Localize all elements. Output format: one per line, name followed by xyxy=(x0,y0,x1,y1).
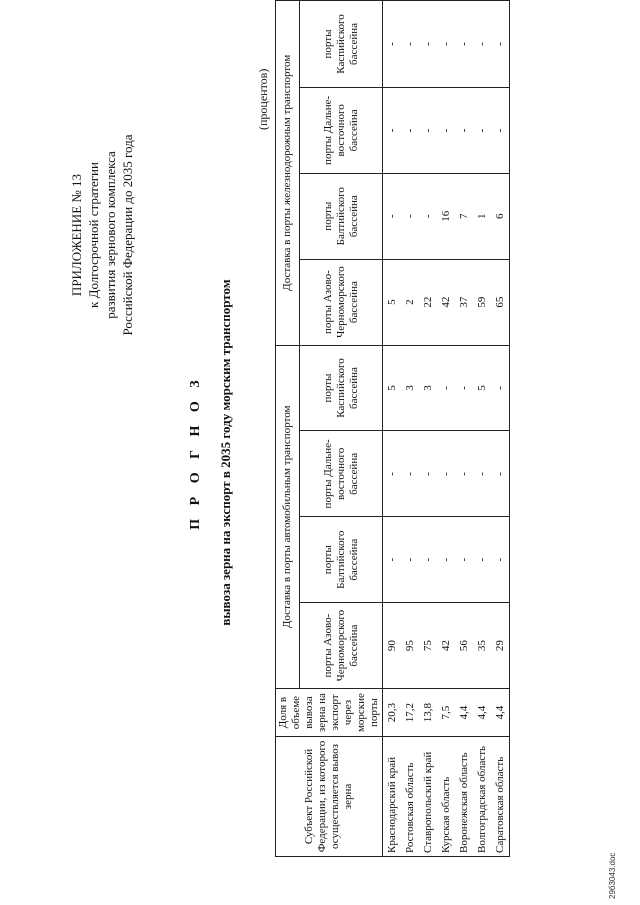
cell-rail-azov: 2 xyxy=(401,259,419,345)
header-port-fareast-rail: порты Дальне-восточного бассейна xyxy=(300,87,383,173)
appendix-header xyxy=(68,90,136,380)
cell-rail-azov: 42 xyxy=(437,259,455,345)
appendix-line: к Долгосрочной стратегии xyxy=(86,162,101,308)
header-share: Доля в объеме вывоза зерна на экспорт через морские порты xyxy=(276,689,383,737)
table-row xyxy=(455,1,473,857)
cell-rail-caspian: - xyxy=(437,1,455,88)
table-row xyxy=(473,1,491,857)
cell-rail-azov: 5 xyxy=(383,259,402,345)
header-port-caspian-auto: порты Каспийского бассейна xyxy=(300,345,383,431)
cell-auto-azov: 95 xyxy=(401,603,419,689)
cell-auto-fareast: - xyxy=(383,431,402,517)
cell-auto-caspian: - xyxy=(491,345,510,431)
cell-auto-azov: 42 xyxy=(437,603,455,689)
cell-auto-caspian: 3 xyxy=(401,345,419,431)
cell-auto-baltic: - xyxy=(401,517,419,603)
header-port-baltic-auto: порты Балтийского бассейна xyxy=(300,517,383,603)
cell-subject: Краснодарский край xyxy=(383,737,402,857)
cell-rail-caspian: - xyxy=(383,1,402,88)
cell-subject: Воронежская область xyxy=(455,737,473,857)
cell-rail-fareast: - xyxy=(383,87,402,173)
cell-share: 17,2 xyxy=(401,689,419,737)
cell-auto-fareast: - xyxy=(473,431,491,517)
cell-auto-baltic: - xyxy=(437,517,455,603)
cell-rail-baltic: 6 xyxy=(491,173,510,259)
cell-auto-caspian: 5 xyxy=(383,345,402,431)
cell-rail-caspian: - xyxy=(491,1,510,88)
cell-auto-baltic: - xyxy=(455,517,473,603)
forecast-table xyxy=(275,0,510,857)
cell-subject: Саратовская область xyxy=(491,737,510,857)
cell-auto-fareast: - xyxy=(401,431,419,517)
cell-share: 4,4 xyxy=(491,689,510,737)
cell-auto-fareast: - xyxy=(491,431,510,517)
header-port-caspian-rail: порты Каспийского бассейна xyxy=(300,1,383,88)
cell-rail-fareast: - xyxy=(455,87,473,173)
header-port-fareast-auto: порты Дальне-восточного бассейна xyxy=(300,431,383,517)
table-row xyxy=(491,1,510,857)
cell-subject: Волгоградская область xyxy=(473,737,491,857)
cell-subject: Курская область xyxy=(437,737,455,857)
cell-rail-caspian: - xyxy=(473,1,491,88)
cell-auto-baltic: - xyxy=(473,517,491,603)
appendix-line: развития зернового комплекса xyxy=(103,151,118,319)
cell-rail-azov: 59 xyxy=(473,259,491,345)
header-group-rail: Доставка в порты железнодорожным транспортом xyxy=(276,1,300,346)
cell-rail-fareast: - xyxy=(401,87,419,173)
cell-share: 4,4 xyxy=(473,689,491,737)
document-subtitle: вывоза зерна на экспорт в 2035 году морским транспортом xyxy=(218,279,233,626)
cell-subject: Ростовская область xyxy=(401,737,419,857)
cell-rail-caspian: - xyxy=(401,1,419,88)
document-id: 29б3043.doc xyxy=(608,852,617,899)
table-row xyxy=(401,1,419,857)
appendix-line: ПРИЛОЖЕНИЕ № 13 xyxy=(69,173,84,297)
cell-auto-caspian: - xyxy=(437,345,455,431)
cell-rail-baltic: 1 xyxy=(473,173,491,259)
cell-rail-azov: 65 xyxy=(491,259,510,345)
cell-auto-azov: 90 xyxy=(383,603,402,689)
document-title: П Р О Г Н О З xyxy=(188,375,203,530)
cell-rail-azov: 22 xyxy=(419,259,437,345)
cell-rail-fareast: - xyxy=(491,87,510,173)
cell-rail-fareast: - xyxy=(473,87,491,173)
cell-rail-baltic: 7 xyxy=(455,173,473,259)
table-row xyxy=(437,1,455,857)
cell-share: 7,5 xyxy=(437,689,455,737)
cell-share: 20,3 xyxy=(383,689,402,737)
header-port-azov-auto: порты Азово-Черноморского бассейна xyxy=(300,603,383,689)
cell-share: 4,4 xyxy=(455,689,473,737)
header-port-baltic-rail: порты Балтийского бассейна xyxy=(300,173,383,259)
cell-rail-baltic: - xyxy=(383,173,402,259)
header-subject: Субъект Российской Федерации, из которого осуществляется вывоз зерна xyxy=(276,737,383,857)
cell-subject: Ставропольский край xyxy=(419,737,437,857)
cell-share: 13,8 xyxy=(419,689,437,737)
cell-rail-caspian: - xyxy=(455,1,473,88)
cell-auto-azov: 56 xyxy=(455,603,473,689)
cell-auto-fareast: - xyxy=(455,431,473,517)
cell-auto-fareast: - xyxy=(437,431,455,517)
cell-auto-caspian: 3 xyxy=(419,345,437,431)
header-group-auto: Доставка в порты автомобильным транспортом xyxy=(276,345,300,689)
cell-rail-caspian: - xyxy=(419,1,437,88)
cell-auto-fareast: - xyxy=(419,431,437,517)
cell-rail-fareast: - xyxy=(419,87,437,173)
cell-rail-baltic: - xyxy=(401,173,419,259)
cell-auto-baltic: - xyxy=(491,517,510,603)
appendix-line: Российской Федерации до 2035 года xyxy=(120,134,135,336)
table-row xyxy=(383,1,402,857)
units-label: (процентов) xyxy=(256,68,270,130)
cell-auto-caspian: - xyxy=(455,345,473,431)
cell-rail-azov: 37 xyxy=(455,259,473,345)
header-port-azov-rail: порты Азово-Черноморского бассейна xyxy=(300,259,383,345)
cell-auto-baltic: - xyxy=(383,517,402,603)
cell-rail-baltic: - xyxy=(419,173,437,259)
cell-rail-baltic: 16 xyxy=(437,173,455,259)
cell-auto-azov: 75 xyxy=(419,603,437,689)
cell-auto-caspian: 5 xyxy=(473,345,491,431)
cell-rail-fareast: - xyxy=(437,87,455,173)
table-row xyxy=(419,1,437,857)
cell-auto-azov: 35 xyxy=(473,603,491,689)
cell-auto-azov: 29 xyxy=(491,603,510,689)
cell-auto-baltic: - xyxy=(419,517,437,603)
